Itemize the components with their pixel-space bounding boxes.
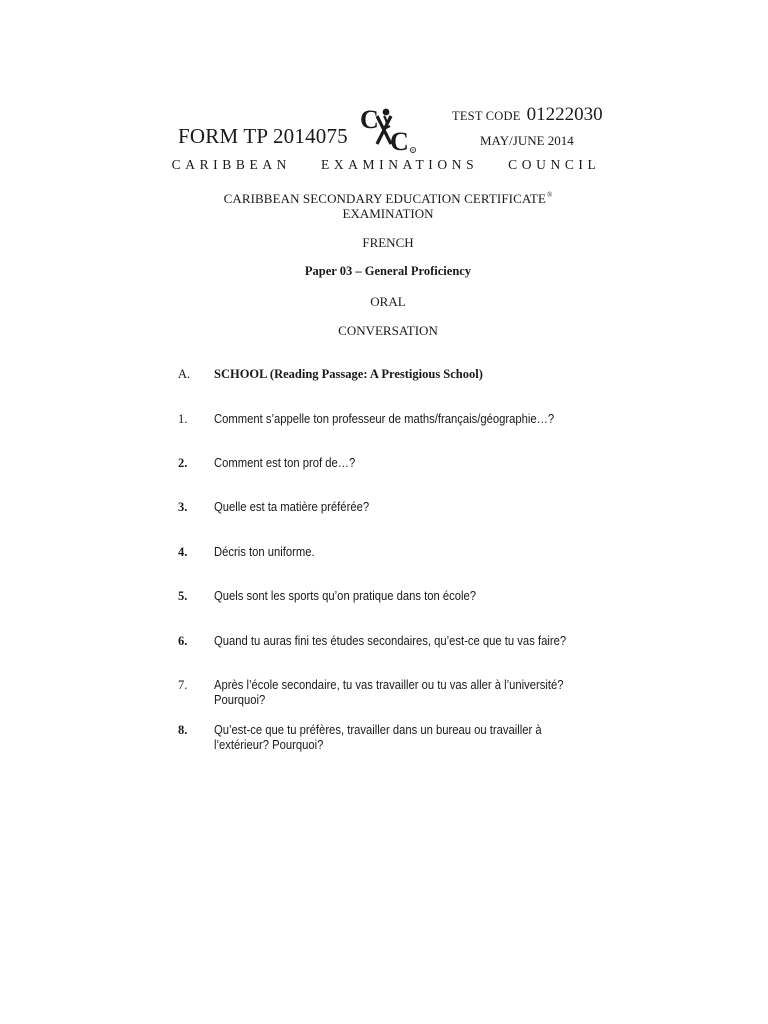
question-text: Quelle est ta matière préférée? bbox=[214, 500, 370, 514]
svg-text:C: C bbox=[360, 105, 379, 134]
certificate-title bbox=[0, 191, 768, 207]
exam-session: MAY/JUNE 2014 bbox=[480, 133, 574, 148]
form-number: FORM TP 2014075 bbox=[178, 124, 348, 148]
conversation-title: CONVERSATION bbox=[338, 323, 438, 338]
cxc-logo-icon bbox=[360, 104, 418, 156]
question-text: Décris ton uniforme. bbox=[214, 545, 315, 559]
test-code-label: TEST CODE bbox=[452, 109, 521, 123]
question-text: Quand tu auras fini tes études secondaires, qu’est-ce que tu vas faire? bbox=[214, 634, 567, 648]
examination-title: EXAMINATION bbox=[342, 206, 434, 221]
certificate-text: CARIBBEAN SECONDARY EDUCATION CERTIFICATE bbox=[223, 191, 546, 206]
subject-title: FRENCH bbox=[362, 235, 414, 250]
question-text: Qu’est-ce que tu préfères, travailler dans un bureau ou travailler à l’extérieur? Pourquoi? bbox=[214, 723, 542, 752]
paper-title: Paper 03 – General Proficiency bbox=[304, 264, 472, 278]
question-number: 8. bbox=[178, 723, 188, 737]
section-title: SCHOOL (Reading Passage: A Prestigious School) bbox=[214, 367, 483, 381]
question-number: 3. bbox=[178, 500, 188, 514]
question-text: Après l’école secondaire, tu vas travailler ou tu vas aller à l’université? Pourquoi? bbox=[214, 678, 564, 707]
test-code bbox=[452, 104, 603, 126]
section-letter: A. bbox=[178, 367, 191, 381]
svg-text:R: R bbox=[411, 148, 415, 153]
question-number: 2. bbox=[178, 456, 188, 470]
question-number: 6. bbox=[178, 634, 188, 648]
question-number: 5. bbox=[178, 589, 188, 603]
question-text: Comment est ton prof de…? bbox=[214, 456, 356, 470]
test-code-value: 01222030 bbox=[526, 104, 603, 125]
council-name: CARIBBEAN EXAMINATIONS COUNCIL bbox=[171, 157, 601, 172]
oral-title: ORAL bbox=[370, 294, 406, 309]
svg-text:C: C bbox=[390, 127, 409, 156]
question-number: 4. bbox=[178, 545, 188, 559]
registered-mark: ® bbox=[547, 191, 553, 199]
question-number: 1. bbox=[178, 412, 188, 426]
question-text: Comment s’appelle ton professeur de maths/français/géographie…? bbox=[214, 412, 555, 426]
question-text: Quels sont les sports qu’on pratique dans ton école? bbox=[214, 589, 477, 603]
question-number: 7. bbox=[178, 678, 188, 692]
